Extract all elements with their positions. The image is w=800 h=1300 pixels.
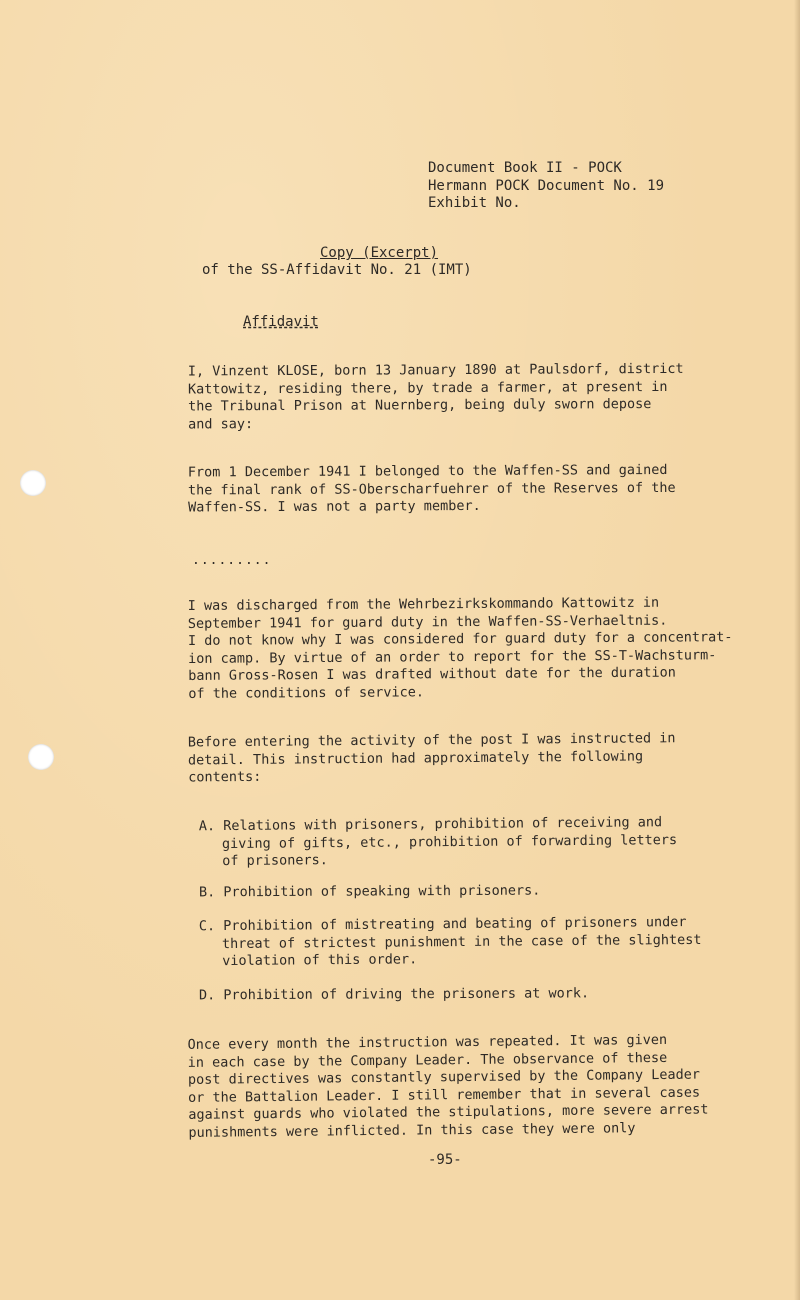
list-item-text: B. Prohibition of speaking with prisoners. — [198, 882, 541, 901]
exhibit-number-line: Exhibit No. — [428, 195, 521, 211]
document-book-line: Document Book II - POCK — [428, 160, 622, 176]
paragraph-discharge: I was discharged from the Wehrbezirkskommando Kattowitz in September 1941 for guard duty in the Waffen-SS-Verhaeltnis. I do not know why I was considered for guard duty for a concentrat- ion camp. By virtue of an order to report for the SS-T-Wachsturm- bann Gross-Rosen I was drafted without date for the duration of the conditions of service. — [187, 594, 733, 702]
list-item-b — [199, 882, 719, 902]
list-item-d — [199, 985, 719, 1005]
page-number: -95- — [428, 1152, 462, 1168]
affidavit-source: of the SS-Affidavit No. 21 (IMT) — [202, 262, 472, 278]
paragraph-rank: From 1 December 1941 I belonged to the Waffen-SS and gained the final rank of SS-Oberscharfuehrer of the Reserves of the Waffen-SS. I was not a party member. — [187, 461, 676, 516]
copy-excerpt-label: Copy (Excerpt) — [320, 245, 439, 261]
list-item-text: C. Prohibition of mistreating and beating of prisoners under threat of strictest punishment in the case of the slightest violation of this order. — [198, 914, 702, 970]
punch-hole-upper — [20, 470, 46, 496]
list-item-text: D. Prohibition of driving the prisoners at work. — [198, 985, 590, 1004]
document-number-line: Hermann POCK Document No. 19 — [428, 177, 665, 194]
list-item-c — [199, 914, 719, 971]
paragraph-identity: I, Vinzent KLOSE, born 13 January 1890 at Paulsdorf, district Kattowitz, residing there, by trade a farmer, at present in the Tribunal Prison at Nuernberg, being duly sworn depose and say: — [187, 360, 684, 432]
punch-hole-lower — [28, 744, 54, 770]
ellipsis-omission: ......... — [192, 553, 272, 568]
copy-title — [320, 245, 438, 262]
document-reference-block — [428, 160, 664, 213]
list-item-a — [199, 814, 719, 871]
paragraph-repetition: Once every month the instruction was repeated. It was given in each case by the Company Leader. The observance of these post directives was constantly supervised by the Company Leader or the Battalion Leader. I still remember that in several cases against guards who violated the stipulations, more severe arrest punishments were inflicted. In this case they were only — [187, 1031, 709, 1141]
paragraph-instruction: Before entering the activity of the post I was instructed in detail. This instruction had approximately the following contents: — [187, 730, 676, 786]
page-edge-shadow — [794, 0, 800, 1300]
affidavit-heading: Affidavit — [243, 314, 319, 330]
list-item-text: A. Relations with prisoners, prohibition of receiving and giving of gifts, etc., prohibition of forwarding letters of prisoners. — [198, 814, 678, 870]
